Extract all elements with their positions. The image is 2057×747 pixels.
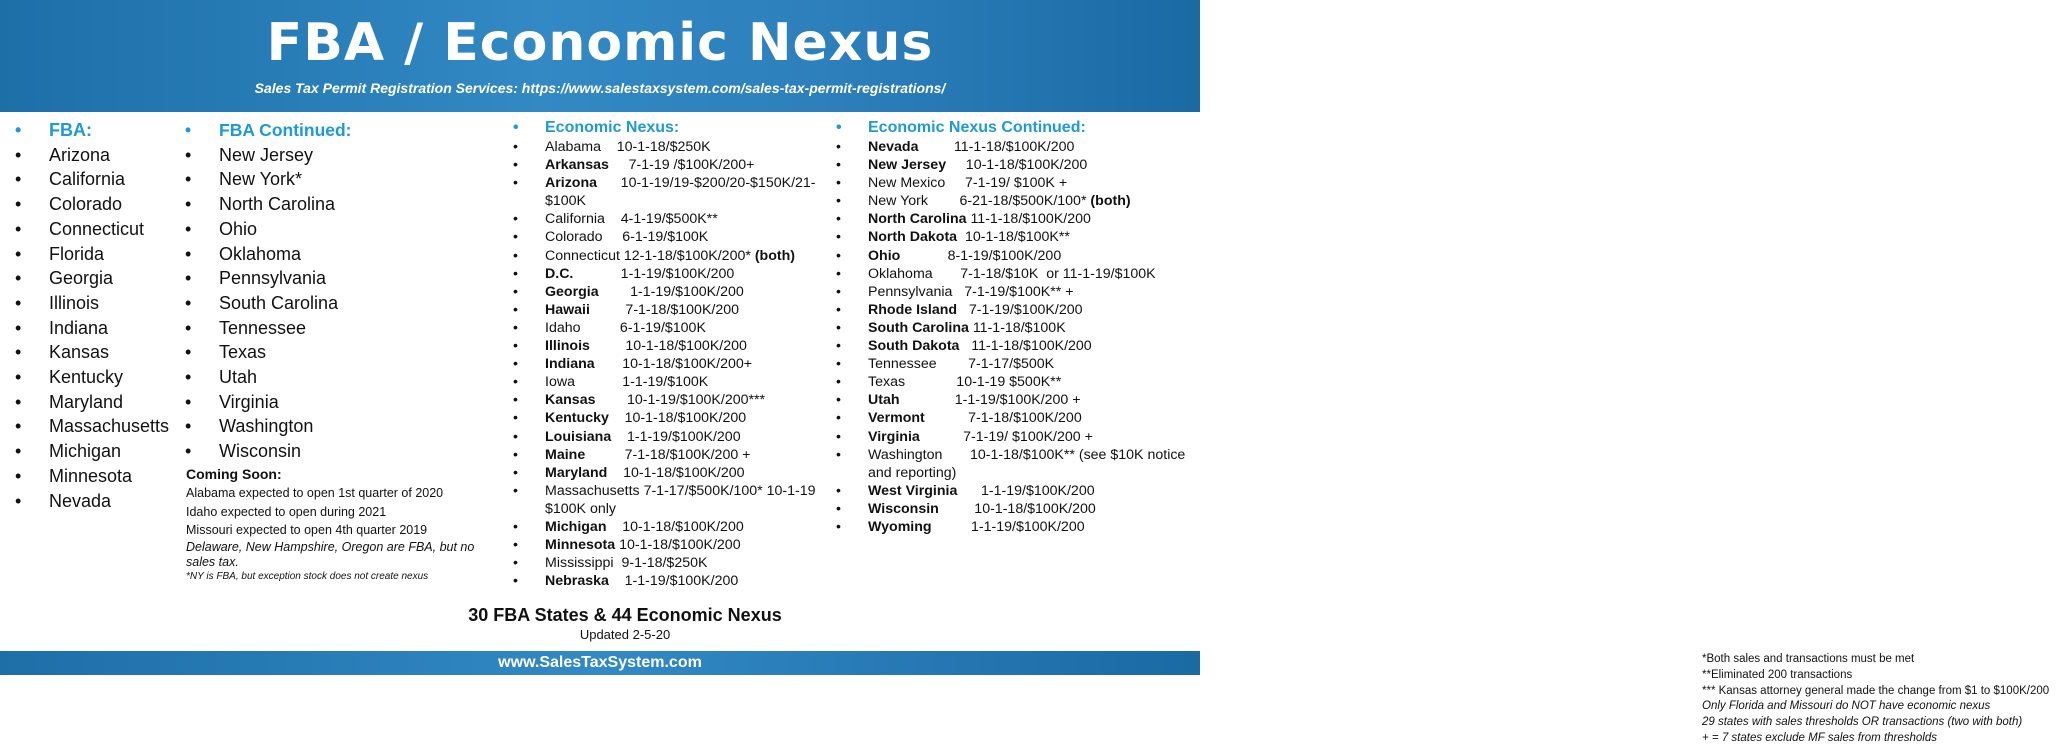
nexus-rule: 6-21-18/$500K/100* [927, 193, 1091, 210]
page-subtitle: Sales Tax Permit Registration Services: https://www.salestaxsystem.com/sales-tax-permit-registrations/ [254, 80, 946, 96]
coming-soon-title: Coming Soon: [186, 466, 282, 482]
nexus-rule: 10-1-18/$100K/200 [589, 338, 747, 355]
state-item: • Colorado [49, 192, 184, 217]
nexus-rule: 7-1-18/$100K/200 + [585, 446, 751, 463]
fba-continued-column [219, 118, 499, 464]
nexus-rule: 1-1-19/$100K/200 [957, 482, 1095, 499]
nexus-item [868, 247, 1193, 265]
state-item: • Oklahoma [219, 242, 499, 267]
nexus-rule: 7-1-19/ $100K + [945, 175, 1068, 192]
nexus-state: Idaho [545, 319, 581, 336]
state-item: • Michigan [49, 439, 184, 464]
footnote: *Both sales and transactions must be met [1702, 653, 1915, 665]
nexus-item [545, 391, 830, 409]
fba-column [49, 118, 184, 513]
state-item: • Tennessee [219, 316, 499, 341]
state-item: • Massachusetts [49, 414, 184, 439]
nexus-item [868, 319, 1193, 337]
nexus-state: Colorado [545, 229, 603, 246]
nexus-item [868, 283, 1193, 301]
footnote: *** Kansas attorney general made the change from $1 to $100K/200 [1702, 684, 2050, 697]
nexus-rule: 7-1-19/ $100K/200 + [919, 428, 1093, 445]
nexus-item [868, 518, 1193, 536]
nexus-state: Minnesota [545, 537, 616, 554]
nexus-item [868, 174, 1193, 192]
nexus-state: North Carolina [868, 211, 967, 228]
nexus-item [545, 464, 830, 482]
updated-date: Updated 2-5-20 [579, 627, 671, 642]
nexus-rule: 10-1-18/$100K/200 [608, 410, 747, 427]
nexus-state: South Carolina [868, 319, 969, 336]
nexus-rule: 11-1-18/$100K [968, 319, 1066, 336]
nexus-item [868, 156, 1193, 174]
nexus-rule: 10-1-18/$100K/200 [615, 537, 741, 554]
state-item: • South Carolina [219, 291, 499, 316]
nexus-rule: 7-1-18/$100K/200 [924, 410, 1082, 427]
nexus-rule: 7-1-17/$500K/100* 10-1-19 $100K only [545, 482, 820, 517]
nexus-item [545, 428, 830, 446]
nexus-item [545, 156, 830, 174]
nexus-state: Washington [868, 446, 943, 463]
nexus-state: Oklahoma [868, 265, 933, 282]
nexus-state: Mississippi [545, 555, 614, 572]
nexus-item [868, 409, 1193, 427]
nexus-rule: 7-1-19/$100K** + [952, 283, 1074, 300]
nexus-state: Massachusetts [545, 482, 640, 499]
state-item: • Indiana [49, 316, 184, 341]
nexus-state: Alabama [545, 139, 601, 155]
nexus-item [545, 518, 830, 536]
state-item: • Virginia [219, 390, 499, 415]
nexus-state: Arkansas [545, 157, 609, 174]
footnote: **Eliminated 200 transactions [1702, 668, 1853, 681]
nexus-state: Tennessee [868, 356, 937, 373]
state-item: • Texas [219, 340, 499, 365]
state-item: • Washington [219, 414, 499, 439]
nexus-state: Texas [868, 374, 906, 391]
nexus-rule: 7-1-18/$10K or 11-1-19/$100K [932, 265, 1156, 282]
footer-url[interactable]: www.SalesTaxSystem.com [0, 651, 1200, 675]
state-item: • Minnesota [49, 464, 184, 489]
nexus-item [545, 355, 830, 373]
nexus-item [545, 301, 830, 319]
nexus-item [545, 174, 830, 210]
nexus-rule: 6-1-19/$100K [602, 229, 709, 246]
nexus-rule: 1-1-19/$100K/200 [931, 518, 1085, 535]
nexus-state: New Mexico [868, 175, 946, 192]
nexus-rule: 1-1-19/$100K/200 [573, 265, 735, 282]
footnote: 29 states with sales thresholds OR transactions (two with both) [1702, 716, 2023, 729]
nexus-rule: 10-1-18/$100K** (see $10K notice and reporting) [868, 446, 1190, 481]
nexus-rule: 12-1-18/$100K/200* [619, 247, 755, 264]
nexus-item [868, 428, 1193, 446]
nexus-rule: 1-1-19/$100K/200 [608, 573, 739, 590]
ny-note: *NY is FBA, but exception stock does not create nexus [186, 570, 429, 582]
nexus-item [545, 482, 830, 518]
nexus-state: Hawaii [545, 301, 590, 318]
nexus-item [868, 373, 1193, 391]
nexus-state: New Jersey [868, 157, 947, 174]
nexus-item [868, 138, 1193, 156]
nexus-item [868, 500, 1193, 518]
nexus-state: California [545, 211, 605, 228]
nexus-extra: (both) [1090, 193, 1131, 210]
nexus-item [545, 572, 830, 590]
nexus-rule: 10-1-18/$100K/200 [946, 157, 1088, 174]
nexus-rule: 1-1-19/$100K/200 [598, 283, 744, 300]
summary [420, 604, 830, 643]
state-item: • Ohio [219, 217, 499, 242]
nexus-state: Kentucky [545, 410, 609, 427]
nexus-item [868, 446, 1193, 482]
coming-soon-line: Missouri expected to open 4th quarter 2019 [186, 523, 428, 537]
coming-soon-line: Alabama expected to open 1st quarter of 2020 [186, 486, 444, 500]
state-item: • Connecticut [49, 217, 184, 242]
nexus-item [545, 265, 830, 283]
economic-nexus-continued-list [868, 118, 1193, 536]
nexus-state: D.C. [545, 265, 574, 282]
state-item: • New York* [219, 167, 499, 192]
nexus-item [545, 228, 830, 246]
nexus-rule: 7-1-18/$100K/200 [589, 301, 740, 318]
fba-continued-list [219, 118, 499, 464]
nexus-extra: (both) [754, 247, 795, 264]
nexus-item [545, 373, 830, 391]
nexus-item [868, 355, 1193, 373]
nexus-rule: 10-1-18/$100K/200 [606, 518, 744, 535]
nexus-item [545, 337, 830, 355]
nexus-rule: 11-1-18/$100K/200 [966, 211, 1091, 228]
nexus-rule: 10-1-19/19-$200/20-$150K/21- $100K [545, 175, 820, 210]
footnote: Only Florida and Missouri do NOT have economic nexus [1702, 700, 1991, 713]
nexus-state: Iowa [545, 374, 575, 391]
state-item: • Pennsylvania [219, 266, 499, 291]
nexus-item [868, 391, 1193, 409]
nexus-state: Georgia [545, 283, 599, 300]
nexus-item [868, 192, 1193, 210]
nexus-state: Nebraska [545, 573, 609, 590]
nexus-state: West Virginia [868, 482, 958, 499]
nexus-state: North Dakota [868, 229, 958, 246]
nexus-state: Utah [868, 392, 900, 409]
nexus-rule: 9-1-18/$250K [613, 555, 708, 572]
nexus-item [868, 228, 1193, 246]
nexus-rule: 10-1-18/$100K/200 [938, 500, 1096, 517]
nexus-item [868, 301, 1193, 319]
state-item: • Nevada [49, 489, 184, 514]
footnote: + = 7 states exclude MF sales from thresholds [1702, 731, 1938, 744]
nexus-rule: 8-1-19/$100K/200 [900, 247, 1062, 264]
nexus-rule: 1-1-19/$100K/200 [611, 428, 741, 445]
nexus-item [545, 446, 830, 464]
economic-nexus-heading: • Economic Nexus: [545, 118, 830, 138]
nexus-state: Connecticut [545, 247, 620, 264]
nexus-state: Wyoming [868, 518, 932, 535]
state-item: • Utah [219, 365, 499, 390]
nexus-item [545, 319, 830, 337]
header-banner [0, 0, 1200, 112]
state-item: • Illinois [49, 291, 184, 316]
no-sales-tax-note: Delaware, New Hampshire, Oregon are FBA, but no sales tax. [186, 539, 475, 569]
fba-list [49, 118, 184, 513]
nexus-state: Ohio [868, 247, 901, 264]
economic-nexus-continued-heading: • Economic Nexus Continued: [868, 118, 1193, 138]
summary-title: 30 FBA States & 44 Economic Nexus [468, 605, 782, 625]
state-item: • Georgia [49, 266, 184, 291]
nexus-item [545, 283, 830, 301]
nexus-item [545, 210, 830, 228]
nexus-state: Virginia [868, 428, 920, 445]
nexus-item [545, 247, 830, 265]
footnotes [1702, 652, 2057, 747]
economic-nexus-column [545, 118, 830, 590]
economic-nexus-continued-column [868, 118, 2050, 744]
nexus-state: Pennsylvania [868, 283, 953, 300]
nexus-state: Kansas [545, 392, 596, 409]
nexus-item [868, 210, 1193, 228]
nexus-item [545, 409, 830, 427]
nexus-item [545, 554, 830, 572]
nexus-rule: 10-1-18/$100K** [957, 229, 1070, 246]
page-title: FBA / Economic Nexus [266, 13, 934, 73]
nexus-item [868, 482, 1193, 500]
nexus-rule: 11-1-18/$100K/200 [959, 338, 1092, 355]
state-item: • Maryland [49, 390, 184, 415]
nexus-state: Rhode Island [868, 301, 958, 318]
nexus-state: Illinois [545, 338, 590, 355]
nexus-item [868, 337, 1193, 355]
economic-nexus-list [545, 118, 830, 590]
nexus-rule: 10-1-18/$250K [601, 139, 711, 155]
coming-soon-section [186, 464, 506, 583]
nexus-state: Wisconsin [868, 500, 939, 517]
nexus-item [545, 536, 830, 554]
nexus-rule: 11-1-18/$100K/200 [918, 139, 1075, 155]
nexus-rule: 10-1-18/$100K/200+ [594, 356, 753, 373]
state-item: • Kansas [49, 340, 184, 365]
nexus-state: Nevada [868, 139, 919, 155]
state-item: • Kentucky [49, 365, 184, 390]
nexus-state: Vermont [868, 410, 925, 427]
fba-heading: • FBA: [49, 118, 184, 143]
coming-soon-lines [186, 484, 506, 540]
state-item: • North Carolina [219, 192, 499, 217]
nexus-state: South Dakota [868, 338, 960, 355]
nexus-state: Louisiana [545, 428, 612, 445]
nexus-state: Maryland [545, 464, 608, 481]
nexus-item [868, 265, 1193, 283]
nexus-rule: 10-1-19 $500K** [905, 374, 1062, 391]
state-item: • New Jersey [219, 143, 499, 168]
state-item: • California [49, 167, 184, 192]
state-item: • Arizona [49, 143, 184, 168]
nexus-rule: 1-1-19/$100K [574, 374, 709, 391]
state-item: • Florida [49, 242, 184, 267]
coming-soon-line: Idaho expected to open during 2021 [186, 504, 387, 519]
nexus-state: Michigan [545, 518, 607, 535]
nexus-rule: 7-1-19/$100K/200 [957, 301, 1083, 318]
nexus-rule: 4-1-19/$500K** [604, 211, 718, 228]
nexus-state: Maine [545, 446, 586, 463]
nexus-rule: 10-1-18/$100K/200 [607, 464, 745, 481]
nexus-rule: 10-1-19/$100K/200*** [595, 392, 766, 409]
state-item: • Wisconsin [219, 439, 499, 464]
nexus-rule: 7-1-19 /$100K/200+ [608, 157, 755, 174]
nexus-rule: 6-1-19/$100K [580, 319, 706, 336]
fba-continued-heading: • FBA Continued: [219, 118, 499, 143]
nexus-item [545, 138, 830, 156]
nexus-state: New York [868, 193, 928, 210]
nexus-state: Indiana [545, 356, 595, 373]
nexus-state: Arizona [545, 175, 598, 192]
nexus-rule: 1-1-19/$100K/200 + [899, 392, 1081, 409]
nexus-rule: 7-1-17/$500K [936, 356, 1055, 373]
